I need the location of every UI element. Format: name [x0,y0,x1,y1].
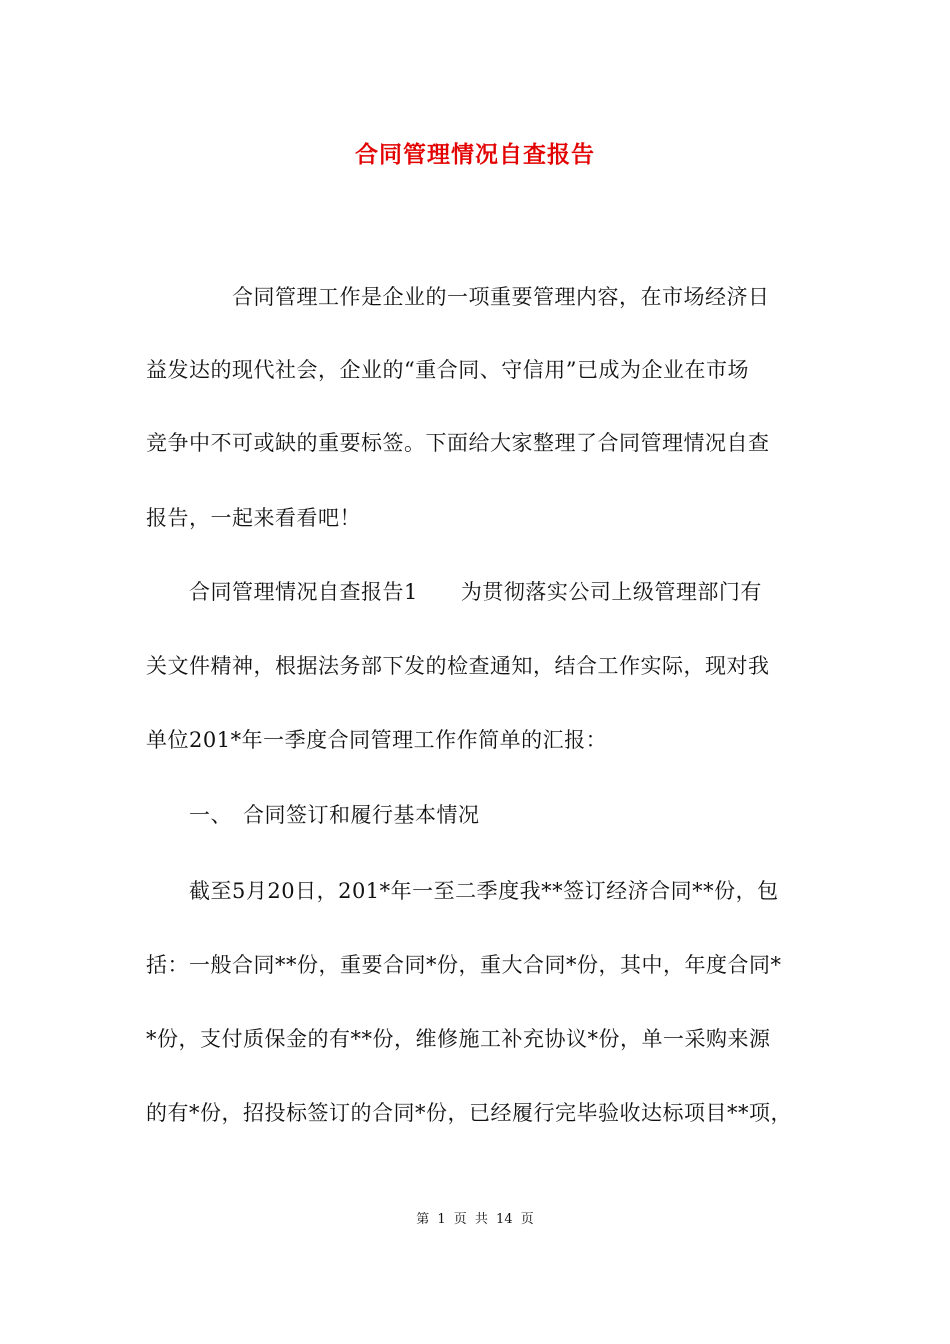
paragraph-line-3: 竞争中不可或缺的重要标签。下面给大家整理了合同管理情况自查 [146,431,770,455]
page-number-footer: 第 1 页 共 14 页 [416,1212,534,1227]
paragraph-line-7: 单位201*年一季度合同管理工作作简单的汇报： [146,728,608,752]
paragraph-line-2: 益发达的现代社会，企业的“重合同、守信用”已成为企业在市场 [146,358,749,382]
paragraph-line-11: *份，支付质保金的有**份，维修施工补充协议*份，单一采购来源 [146,1027,771,1051]
paragraph-line-10: 括：一般合同**份，重要合同*份，重大合同*份，其中，年度合同* [146,953,782,977]
section-heading-1: 一、 合同签订和履行基本情况 [146,803,480,827]
paragraph-line-4: 报告，一起来看看吧！ [146,506,361,530]
paragraph-line-6: 关文件精神，根据法务部下发的检查通知，结合工作实际，现对我 [146,654,770,678]
paragraph-line-12: 的有*份，招投标签订的合同*份，已经履行完毕验收达标项目**项， [146,1101,792,1125]
paragraph-line-9: 截至5月20日，201*年一至二季度我**签订经济合同**份，包 [146,879,779,903]
document-title: 合同管理情况自查报告 [355,142,595,168]
paragraph-line-5: 合同管理情况自查报告1 为贯彻落实公司上级管理部门有 [146,580,762,604]
paragraph-line-1: 合同管理工作是企业的一项重要管理内容，在市场经济日 [146,285,770,309]
